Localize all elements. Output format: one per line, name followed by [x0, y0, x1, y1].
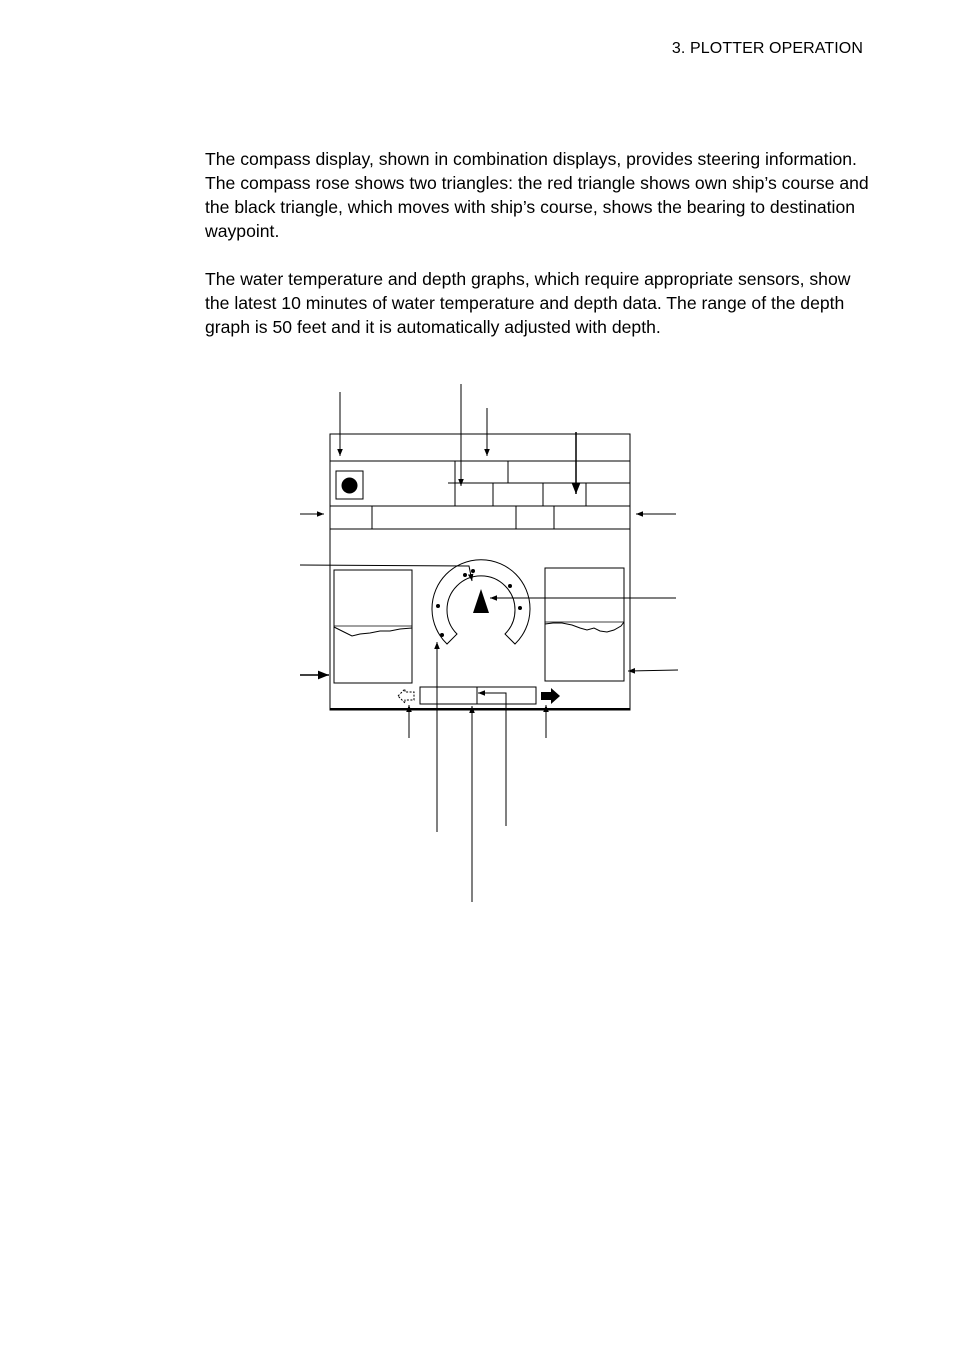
paragraph-compass: The compass display, shown in combination displays, provides steering information. The compass rose shows two triangles: the red triangle shows own ship’s course and the black triangle, which moves with ship’s course, shows the bearing to destination waypoint. — [205, 149, 869, 241]
temperature-graph — [334, 570, 412, 683]
paragraph-graphs: The water temperature and depth graphs, which require appropriate sensors, show the latest 10 minutes of water temperature and depth data. The range of the depth graph is 50 feet and it is automatically adjusted with depth. — [205, 269, 851, 337]
callout-lines — [300, 384, 678, 902]
status-box — [336, 471, 363, 499]
compass-rose — [432, 560, 530, 644]
compass-dots — [436, 569, 522, 637]
running-header: 3. PLOTTER OPERATION — [671, 40, 863, 57]
bearing-triangle-icon — [473, 589, 489, 613]
left-steer-arrow-icon — [398, 689, 414, 703]
record-dot-icon — [342, 478, 358, 494]
right-steer-arrow-icon — [541, 688, 560, 704]
depth-graph — [545, 568, 624, 681]
display-frame — [330, 434, 630, 710]
steering-bar — [420, 687, 536, 704]
